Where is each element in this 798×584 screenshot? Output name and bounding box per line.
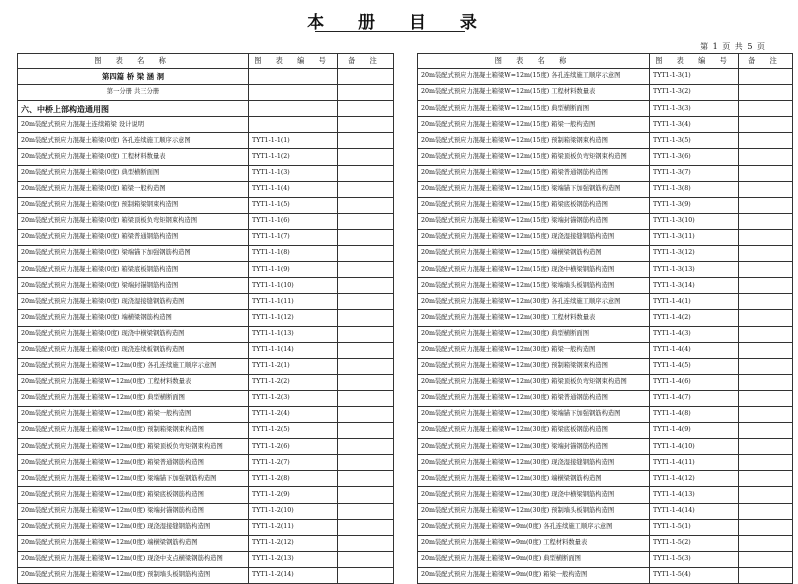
table-row bbox=[418, 197, 793, 213]
table-row bbox=[18, 423, 394, 439]
drawing-name: 20m装配式预应力混凝土箱梁W=12m(15度) 箱梁顶板负弯矩钢束构造图 bbox=[418, 149, 650, 165]
drawing-code: TYT1-1-1(11) bbox=[249, 294, 338, 310]
drawing-name: 20m装配式预应力混凝土箱梁W=12m(30度) 箱梁一般构造图 bbox=[418, 342, 650, 358]
drawing-note bbox=[739, 294, 793, 310]
drawing-note bbox=[338, 567, 394, 583]
drawing-note bbox=[338, 262, 394, 278]
table-row bbox=[18, 342, 394, 358]
table-row bbox=[18, 439, 394, 455]
drawing-code: TYT1-1-4(1) bbox=[650, 294, 739, 310]
drawing-name: 20m装配式预应力混凝土箱梁W=12m(30度) 现浇中横梁钢筋构造图 bbox=[418, 487, 650, 503]
drawing-code: TYT1-1-3(5) bbox=[650, 133, 739, 149]
drawing-note bbox=[739, 423, 793, 439]
table-row bbox=[18, 326, 394, 342]
table-row bbox=[418, 294, 793, 310]
table-row bbox=[18, 197, 394, 213]
table-row bbox=[418, 310, 793, 326]
drawing-note bbox=[739, 358, 793, 374]
drawing-name: 20m装配式预应力混凝土箱梁W=9m(0度) 各孔连续施工顺序示意图 bbox=[418, 519, 650, 535]
drawing-note bbox=[338, 85, 394, 101]
contents-table-right bbox=[417, 53, 793, 584]
drawing-name: 20m装配式预应力混凝土箱梁W=12m(30度) 预制箱梁钢束构造图 bbox=[418, 358, 650, 374]
drawing-name: 20m装配式预应力混凝土箱梁W=12m(0度) 预制墙头板钢筋构造图 bbox=[18, 567, 249, 583]
drawing-name: 20m装配式预应力混凝土箱梁W=12m(0度) 梁端封锚钢筋构造图 bbox=[18, 503, 249, 519]
drawing-name: 20m装配式预应力混凝土箱梁(0度) 箱梁普通钢筋构造图 bbox=[18, 229, 249, 245]
drawing-note bbox=[739, 246, 793, 262]
drawing-code: TYT1-1-2(6) bbox=[249, 439, 338, 455]
drawing-note bbox=[739, 101, 793, 117]
drawing-name: 20m装配式预应力混凝土箱梁W=12m(15度) 各孔连续施工顺序示意图 bbox=[418, 69, 650, 85]
table-row bbox=[418, 326, 793, 342]
drawing-note bbox=[739, 149, 793, 165]
table-row bbox=[18, 519, 394, 535]
drawing-code: TYT1-1-4(10) bbox=[650, 439, 739, 455]
drawing-note bbox=[739, 278, 793, 294]
drawing-name: 20m装配式预应力混凝土箱梁W=9m(0度) 典型横断面图 bbox=[418, 551, 650, 567]
table-row bbox=[18, 149, 394, 165]
drawing-note bbox=[338, 326, 394, 342]
drawing-note bbox=[338, 197, 394, 213]
drawing-code: TYT1-1-4(14) bbox=[650, 503, 739, 519]
drawing-code: TYT1-1-2(7) bbox=[249, 455, 338, 471]
table-row bbox=[18, 278, 394, 294]
drawing-note bbox=[739, 165, 793, 181]
drawing-name: 20m装配式预应力混凝土箱梁W=12m(0度) 箱梁一般构造图 bbox=[18, 406, 249, 422]
drawing-note bbox=[338, 246, 394, 262]
drawing-code: TYT1-1-1(9) bbox=[249, 262, 338, 278]
drawing-code: TYT1-1-2(14) bbox=[249, 567, 338, 583]
table-row bbox=[418, 358, 793, 374]
drawing-code: TYT1-1-2(1) bbox=[249, 358, 338, 374]
drawing-note bbox=[739, 310, 793, 326]
drawing-name: 20m装配式预应力混凝土箱梁W=12m(15度) 预制箱梁钢束构造图 bbox=[418, 133, 650, 149]
table-row bbox=[18, 567, 394, 583]
drawing-note bbox=[338, 149, 394, 165]
drawing-note bbox=[338, 310, 394, 326]
drawing-code: TYT1-1-1(8) bbox=[249, 246, 338, 262]
drawing-note bbox=[338, 101, 394, 117]
drawing-code: TYT1-1-1(13) bbox=[249, 326, 338, 342]
drawing-code: TYT1-1-1(4) bbox=[249, 181, 338, 197]
drawing-name: 20m装配式预应力混凝土箱梁W=12m(30度) 典型横断面图 bbox=[418, 326, 650, 342]
drawing-name: 20m装配式预应力混凝土箱梁W=12m(30度) 端横梁钢筋构造图 bbox=[418, 471, 650, 487]
header-note: 备 注 bbox=[739, 54, 793, 69]
table-row bbox=[18, 165, 394, 181]
drawing-name: 20m装配式预应力混凝土箱梁W=9m(0度) 工程材料数量表 bbox=[418, 535, 650, 551]
drawing-name: 20m装配式预应力混凝土箱梁W=12m(30度) 预制墙头板钢筋构造图 bbox=[418, 503, 650, 519]
table-row bbox=[418, 551, 793, 567]
drawing-code: TYT1-1-1(2) bbox=[249, 149, 338, 165]
drawing-name: 20m装配式预应力混凝土箱梁W=12m(30度) 现浇湿接缝钢筋构造图 bbox=[418, 455, 650, 471]
drawing-name: 20m装配式预应力混凝土箱梁W=12m(15度) 典型横断面图 bbox=[418, 101, 650, 117]
drawing-code: TYT1-1-2(3) bbox=[249, 390, 338, 406]
drawing-code: TYT1-1-1(10) bbox=[249, 278, 338, 294]
table-row bbox=[18, 310, 394, 326]
table-row bbox=[418, 117, 793, 133]
drawing-name: 20m装配式预应力混凝土箱梁W=12m(0度) 现浇中支点横梁钢筋构造图 bbox=[18, 551, 249, 567]
drawing-name: 20m装配式预应力混凝土箱梁W=12m(0度) 梁端锚下加强钢筋构造图 bbox=[18, 471, 249, 487]
drawing-code: TYT1-1-2(2) bbox=[249, 374, 338, 390]
table-row bbox=[418, 213, 793, 229]
drawing-name: 20m装配式预应力混凝土箱梁(0度) 典型横断面图 bbox=[18, 165, 249, 181]
table-row bbox=[418, 278, 793, 294]
drawing-note bbox=[739, 567, 793, 583]
drawing-note bbox=[739, 519, 793, 535]
drawing-name: 20m装配式预应力混凝土箱梁W=12m(15度) 工程材料数量表 bbox=[418, 85, 650, 101]
document-title: 本 册 目 录 bbox=[307, 13, 491, 33]
drawing-note bbox=[338, 69, 394, 85]
drawing-code: TYT1-1-2(13) bbox=[249, 551, 338, 567]
drawing-code: TYT1-1-1(5) bbox=[249, 197, 338, 213]
table-row bbox=[418, 165, 793, 181]
drawing-code: TYT1-1-1(3) bbox=[249, 165, 338, 181]
drawing-name: 20m装配式预应力混凝土箱梁W=12m(0度) 端横梁钢筋构造图 bbox=[18, 535, 249, 551]
drawing-note bbox=[338, 551, 394, 567]
drawing-note bbox=[739, 262, 793, 278]
drawing-note bbox=[338, 358, 394, 374]
drawing-code: TYT1-1-3(10) bbox=[650, 213, 739, 229]
drawing-note bbox=[338, 133, 394, 149]
drawing-name: 20m装配式预应力混凝土箱梁W=9m(0度) 箱梁一般构造图 bbox=[418, 567, 650, 583]
table-row bbox=[418, 229, 793, 245]
table-row bbox=[418, 342, 793, 358]
drawing-name: 20m装配式预应力混凝土箱梁W=12m(30度) 箱梁普通钢筋构造图 bbox=[418, 390, 650, 406]
drawing-name: 20m装配式预应力混凝土箱梁(0度) 各孔连续施工顺序示意图 bbox=[18, 133, 249, 149]
drawing-note bbox=[739, 133, 793, 149]
table-row bbox=[418, 85, 793, 101]
drawing-name: 20m装配式预应力混凝土箱梁W=12m(0度) 箱梁底板钢筋构造图 bbox=[18, 487, 249, 503]
drawing-note bbox=[739, 213, 793, 229]
drawing-name: 第四篇 桥 梁 涵 洞 bbox=[18, 69, 249, 85]
table-row bbox=[418, 149, 793, 165]
drawing-code: TYT1-1-4(8) bbox=[650, 406, 739, 422]
drawing-note bbox=[338, 165, 394, 181]
table-row bbox=[418, 181, 793, 197]
table-row bbox=[18, 101, 394, 117]
drawing-name: 20m装配式预应力混凝土箱梁W=12m(15度) 箱梁底板钢筋构造图 bbox=[418, 197, 650, 213]
drawing-name: 20m装配式预应力混凝土箱梁W=12m(15度) 箱梁普通钢筋构造图 bbox=[418, 165, 650, 181]
drawing-note bbox=[338, 439, 394, 455]
drawing-note bbox=[739, 342, 793, 358]
drawing-note bbox=[338, 294, 394, 310]
drawing-code: TYT1-1-3(7) bbox=[650, 165, 739, 181]
drawing-note bbox=[338, 342, 394, 358]
table-header bbox=[18, 54, 394, 69]
table-row bbox=[418, 101, 793, 117]
drawing-note bbox=[338, 503, 394, 519]
table-row bbox=[18, 551, 394, 567]
drawing-code bbox=[249, 85, 338, 101]
drawing-name: 20m装配式预应力混凝土箱梁W=12m(0度) 预制箱梁钢束构造图 bbox=[18, 423, 249, 439]
drawing-code: TYT1-1-3(12) bbox=[650, 246, 739, 262]
drawing-name: 20m装配式预应力混凝土箱梁W=12m(15度) 箱梁一般构造图 bbox=[418, 117, 650, 133]
drawing-name: 20m装配式预应力混凝土箱梁(0度) 现浇湿接缝钢筋构造图 bbox=[18, 294, 249, 310]
drawing-note bbox=[739, 117, 793, 133]
drawing-code: TYT1-1-4(3) bbox=[650, 326, 739, 342]
drawing-name: 20m装配式预应力混凝土箱梁W=12m(30度) 箱梁底板钢筋构造图 bbox=[418, 423, 650, 439]
drawing-code: TYT1-1-4(6) bbox=[650, 374, 739, 390]
drawing-code: TYT1-1-4(13) bbox=[650, 487, 739, 503]
drawing-name: 20m装配式预应力混凝土箱梁W=12m(0度) 典型横断面图 bbox=[18, 390, 249, 406]
drawing-note bbox=[338, 181, 394, 197]
drawing-code: TYT1-1-2(8) bbox=[249, 471, 338, 487]
drawing-code: TYT1-1-3(3) bbox=[650, 101, 739, 117]
drawing-note bbox=[338, 374, 394, 390]
drawing-name: 20m装配式预应力混凝土箱梁W=12m(15度) 梁端封锚钢筋构造图 bbox=[418, 213, 650, 229]
drawing-code: TYT1-1-4(11) bbox=[650, 455, 739, 471]
drawing-code: TYT1-1-1(12) bbox=[249, 310, 338, 326]
drawing-code: TYT1-1-2(11) bbox=[249, 519, 338, 535]
drawing-name: 20m装配式预应力混凝土箱梁W=12m(0度) 现浇湿接缝钢筋构造图 bbox=[18, 519, 249, 535]
header-note: 备 注 bbox=[338, 54, 394, 69]
drawing-name: 20m装配式预应力混凝土箱梁(0度) 箱梁顶板负弯矩钢束构造图 bbox=[18, 213, 249, 229]
drawing-name: 20m装配式预应力混凝土箱梁W=12m(30度) 梁端封锚钢筋构造图 bbox=[418, 439, 650, 455]
drawing-name: 20m装配式预应力混凝土箱梁W=12m(0度) 工程材料数量表 bbox=[18, 374, 249, 390]
drawing-note bbox=[739, 503, 793, 519]
table-row bbox=[418, 519, 793, 535]
table-row bbox=[418, 439, 793, 455]
drawing-note bbox=[338, 213, 394, 229]
table-row bbox=[418, 246, 793, 262]
drawing-code: TYT1-1-2(12) bbox=[249, 535, 338, 551]
drawing-note bbox=[338, 471, 394, 487]
drawing-name: 六、中桥上部构造通用图 bbox=[18, 101, 249, 117]
drawing-code: TYT1-1-4(4) bbox=[650, 342, 739, 358]
table-row bbox=[18, 229, 394, 245]
drawing-note bbox=[338, 229, 394, 245]
table-row bbox=[18, 503, 394, 519]
table-row bbox=[418, 69, 793, 85]
drawing-name: 20m装配式预应力混凝土箱梁(0度) 现浇中横梁钢筋构造图 bbox=[18, 326, 249, 342]
drawing-note bbox=[338, 455, 394, 471]
drawing-name: 20m装配式预应力混凝土箱梁W=12m(15度) 梁端锚下加强钢筋构造图 bbox=[418, 181, 650, 197]
drawing-note bbox=[338, 117, 394, 133]
drawing-note bbox=[739, 455, 793, 471]
drawing-name: 20m装配式预应力混凝土箱梁W=12m(30度) 各孔连续施工顺序示意图 bbox=[418, 294, 650, 310]
drawing-code: TYT1-1-1(1) bbox=[249, 133, 338, 149]
drawing-note bbox=[338, 519, 394, 535]
drawing-name: 20m装配式预应力混凝土箱梁W=12m(30度) 梁端锚下加强钢筋构造图 bbox=[418, 406, 650, 422]
drawing-name: 20m装配式预应力混凝土连续箱梁 设计说明 bbox=[18, 117, 249, 133]
table-row bbox=[418, 423, 793, 439]
drawing-code: TYT1-1-3(11) bbox=[650, 229, 739, 245]
drawing-code: TYT1-1-2(5) bbox=[249, 423, 338, 439]
drawing-code: TYT1-1-4(2) bbox=[650, 310, 739, 326]
contents-table-left bbox=[17, 53, 394, 584]
drawing-code bbox=[249, 101, 338, 117]
drawing-name: 20m装配式预应力混凝土箱梁(0度) 现浇连续板钢筋构造图 bbox=[18, 342, 249, 358]
drawing-code: TYT1-1-3(2) bbox=[650, 85, 739, 101]
table-row bbox=[18, 471, 394, 487]
drawing-name: 20m装配式预应力混凝土箱梁W=12m(15度) 现浇中横梁钢筋构造图 bbox=[418, 262, 650, 278]
header-name: 图 表 名 称 bbox=[418, 54, 650, 69]
drawing-name: 20m装配式预应力混凝土箱梁(0度) 预制箱梁钢束构造图 bbox=[18, 197, 249, 213]
table-row bbox=[418, 133, 793, 149]
drawing-name: 20m装配式预应力混凝土箱梁W=12m(0度) 箱梁普通钢筋构造图 bbox=[18, 455, 249, 471]
table-row bbox=[418, 471, 793, 487]
drawing-code: TYT1-1-2(10) bbox=[249, 503, 338, 519]
drawing-code: TYT1-1-3(9) bbox=[650, 197, 739, 213]
drawing-note bbox=[338, 390, 394, 406]
drawing-code: TYT1-1-1(7) bbox=[249, 229, 338, 245]
drawing-name: 20m装配式预应力混凝土箱梁(0度) 箱梁底板钢筋构造图 bbox=[18, 262, 249, 278]
table-row bbox=[18, 487, 394, 503]
drawing-code: TYT1-1-3(8) bbox=[650, 181, 739, 197]
drawing-name: 20m装配式预应力混凝土箱梁(0度) 工程材料数量表 bbox=[18, 149, 249, 165]
drawing-code: TYT1-1-3(14) bbox=[650, 278, 739, 294]
table-row bbox=[18, 535, 394, 551]
header-code: 图 表 编 号 bbox=[249, 54, 338, 69]
drawing-note bbox=[338, 535, 394, 551]
drawing-code: TYT1-1-2(9) bbox=[249, 487, 338, 503]
table-row bbox=[18, 374, 394, 390]
table-row bbox=[18, 406, 394, 422]
drawing-name: 20m装配式预应力混凝土箱梁(0度) 梁端锚下加强钢筋构造图 bbox=[18, 246, 249, 262]
table-row bbox=[418, 455, 793, 471]
drawing-code: TYT1-1-3(13) bbox=[650, 262, 739, 278]
table-row bbox=[418, 390, 793, 406]
drawing-name: 20m装配式预应力混凝土箱梁(0度) 梁端封锚钢筋构造图 bbox=[18, 278, 249, 294]
drawing-note bbox=[739, 85, 793, 101]
table-row bbox=[18, 133, 394, 149]
title-underline bbox=[315, 31, 465, 32]
drawing-code: TYT1-1-3(1) bbox=[650, 69, 739, 85]
drawing-note bbox=[739, 374, 793, 390]
table-row bbox=[18, 455, 394, 471]
drawing-name: 20m装配式预应力混凝土箱梁(0度) 端横梁钢筋构造图 bbox=[18, 310, 249, 326]
table-row bbox=[418, 487, 793, 503]
table-row bbox=[18, 358, 394, 374]
table-body-right bbox=[418, 69, 793, 584]
drawing-note bbox=[739, 181, 793, 197]
drawing-note bbox=[739, 197, 793, 213]
drawing-code: TYT1-1-3(4) bbox=[650, 117, 739, 133]
drawing-name: 20m装配式预应力混凝土箱梁W=12m(15度) 现浇湿接缝钢筋构造图 bbox=[418, 229, 650, 245]
page-info: 第 1 页 共 5 页 bbox=[700, 42, 766, 51]
header-code: 图 表 编 号 bbox=[650, 54, 739, 69]
table-row bbox=[18, 117, 394, 133]
drawing-code: TYT1-1-1(6) bbox=[249, 213, 338, 229]
drawing-name: 20m装配式预应力混凝土箱梁(0度) 箱梁一般构造图 bbox=[18, 181, 249, 197]
table-row bbox=[18, 262, 394, 278]
drawing-note bbox=[739, 229, 793, 245]
table-row bbox=[418, 503, 793, 519]
drawing-code: TYT1-1-4(12) bbox=[650, 471, 739, 487]
drawing-code: TYT1-1-3(6) bbox=[650, 149, 739, 165]
table-body-left bbox=[18, 69, 394, 584]
drawing-code: TYT1-1-4(7) bbox=[650, 390, 739, 406]
drawing-name: 20m装配式预应力混凝土箱梁W=12m(0度) 箱梁顶板负弯矩钢束构造图 bbox=[18, 439, 249, 455]
drawing-code: TYT1-1-5(2) bbox=[650, 535, 739, 551]
table-row bbox=[18, 390, 394, 406]
table-row bbox=[18, 69, 394, 85]
drawing-name: 20m装配式预应力混凝土箱梁W=12m(0度) 各孔连续施工顺序示意图 bbox=[18, 358, 249, 374]
drawing-note bbox=[739, 487, 793, 503]
drawing-code: TYT1-1-1(14) bbox=[249, 342, 338, 358]
drawing-note bbox=[739, 390, 793, 406]
table-row bbox=[418, 406, 793, 422]
drawing-name: 第一分册 共三分册 bbox=[18, 85, 249, 101]
drawing-note bbox=[338, 423, 394, 439]
drawing-note bbox=[338, 278, 394, 294]
drawing-note bbox=[739, 471, 793, 487]
drawing-code: TYT1-1-5(4) bbox=[650, 567, 739, 583]
table-row bbox=[418, 535, 793, 551]
table-row bbox=[418, 567, 793, 583]
table-row bbox=[418, 262, 793, 278]
drawing-code bbox=[249, 117, 338, 133]
table-row bbox=[18, 246, 394, 262]
table-row bbox=[418, 374, 793, 390]
drawing-code: TYT1-1-4(5) bbox=[650, 358, 739, 374]
drawing-note bbox=[739, 406, 793, 422]
table-row bbox=[18, 294, 394, 310]
drawing-note bbox=[338, 487, 394, 503]
table-row bbox=[18, 213, 394, 229]
table-row bbox=[18, 85, 394, 101]
drawing-name: 20m装配式预应力混凝土箱梁W=12m(30度) 工程材料数量表 bbox=[418, 310, 650, 326]
drawing-note bbox=[338, 406, 394, 422]
drawing-note bbox=[739, 439, 793, 455]
drawing-name: 20m装配式预应力混凝土箱梁W=12m(15度) 端横梁钢筋构造图 bbox=[418, 246, 650, 262]
drawing-code: TYT1-1-5(1) bbox=[650, 519, 739, 535]
drawing-code: TYT1-1-5(3) bbox=[650, 551, 739, 567]
drawing-note bbox=[739, 535, 793, 551]
drawing-note bbox=[739, 326, 793, 342]
drawing-name: 20m装配式预应力混凝土箱梁W=12m(15度) 梁端墙头板钢筋构造图 bbox=[418, 278, 650, 294]
header-name: 图 表 名 称 bbox=[18, 54, 249, 69]
drawing-name: 20m装配式预应力混凝土箱梁W=12m(30度) 箱梁顶板负弯矩钢束构造图 bbox=[418, 374, 650, 390]
drawing-note bbox=[739, 551, 793, 567]
drawing-code bbox=[249, 69, 338, 85]
drawing-code: TYT1-1-2(4) bbox=[249, 406, 338, 422]
drawing-note bbox=[739, 69, 793, 85]
table-row bbox=[18, 181, 394, 197]
table-header bbox=[418, 54, 793, 69]
drawing-code: TYT1-1-4(9) bbox=[650, 423, 739, 439]
